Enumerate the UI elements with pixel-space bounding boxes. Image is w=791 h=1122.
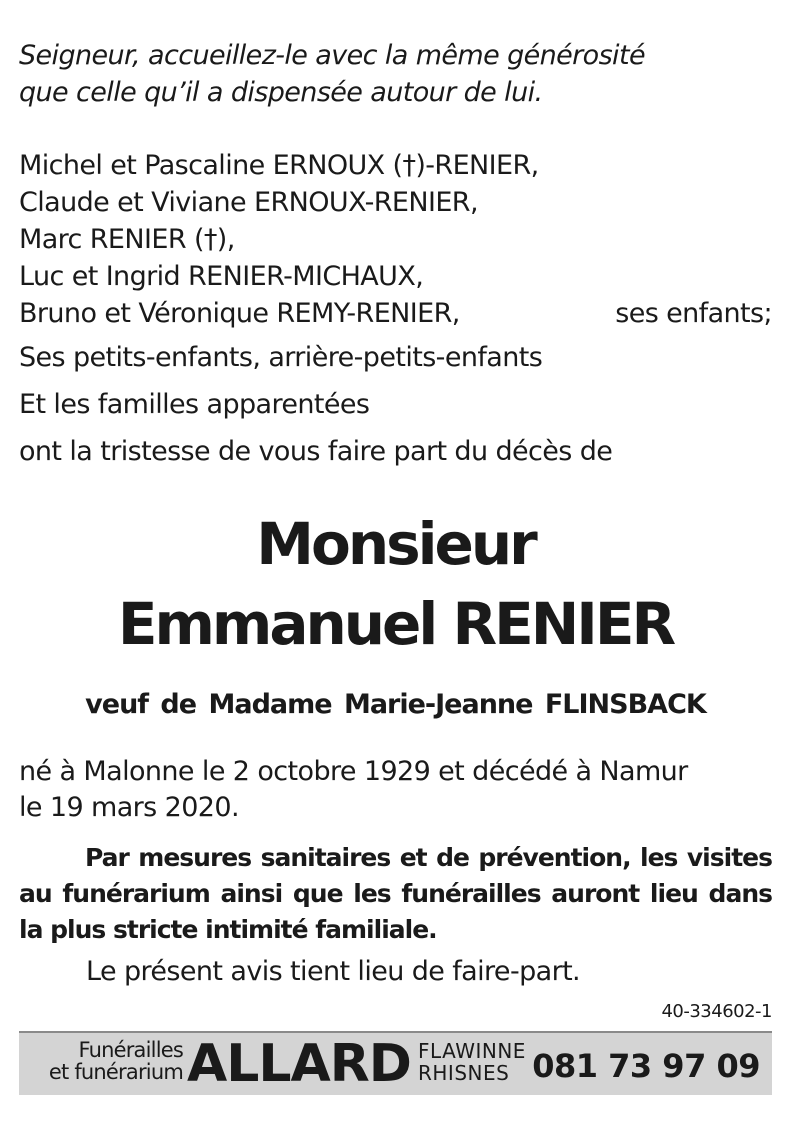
widower-line: veuf de Madame Marie-Jeanne FLINSBACK [85,689,706,720]
funeral-home-brand: ALLARD [187,1034,411,1094]
services-line-1: Funérailles [78,1038,183,1062]
birth-death-line-2: le 19 mars 2020. [19,792,239,823]
family-line-3: ont la tristesse de vous faire part du décès de [19,436,613,467]
child-line-4: Luc et Ingrid RENIER-MICHAUX, [19,261,424,292]
funeral-home-phone: 081 73 97 09 [532,1047,760,1085]
location-1: FLAWINNE [418,1039,526,1063]
children-label: ses enfants; [615,298,772,329]
funeral-home-services [23,1039,183,1083]
child-line-5: Bruno et Véronique REMY-RENIER, [19,298,460,329]
closing-line: Le présent avis tient lieu de faire-part. [86,956,581,987]
deceased-title: Monsieur [256,510,535,578]
family-line-2: Et les familles apparentées [19,389,370,420]
reference-number: 40-334602-1 [661,1001,772,1022]
child-line-3: Marc RENIER (†), [19,224,235,255]
deceased-name: Emmanuel RENIER [117,590,674,658]
funeral-home-banner [19,1031,772,1095]
epigraph-line-1: Seigneur, accueillez-le avec la même générosité [19,40,645,71]
notice-paragraph: Par mesures sanitaires et de prévention, les visites au funérarium ainsi que les funérailles auront lieu dans la plus stricte intimité familiale. [19,843,772,944]
location-2: RHISNES [418,1061,510,1085]
epigraph-line-2: que celle qu’il a dispensée autour de lui. [19,77,543,108]
family-line-1: Ses petits-enfants, arrière-petits-enfants [19,342,543,373]
child-line-2: Claude et Viviane ERNOUX-RENIER, [19,187,478,218]
funeral-home-locations [418,1040,526,1084]
child-line-1: Michel et Pascaline ERNOUX (†)-RENIER, [19,150,539,181]
services-line-2: et funérarium [48,1060,183,1084]
birth-death-line-1: né à Malonne le 2 octobre 1929 et décédé à Namur [19,756,688,787]
